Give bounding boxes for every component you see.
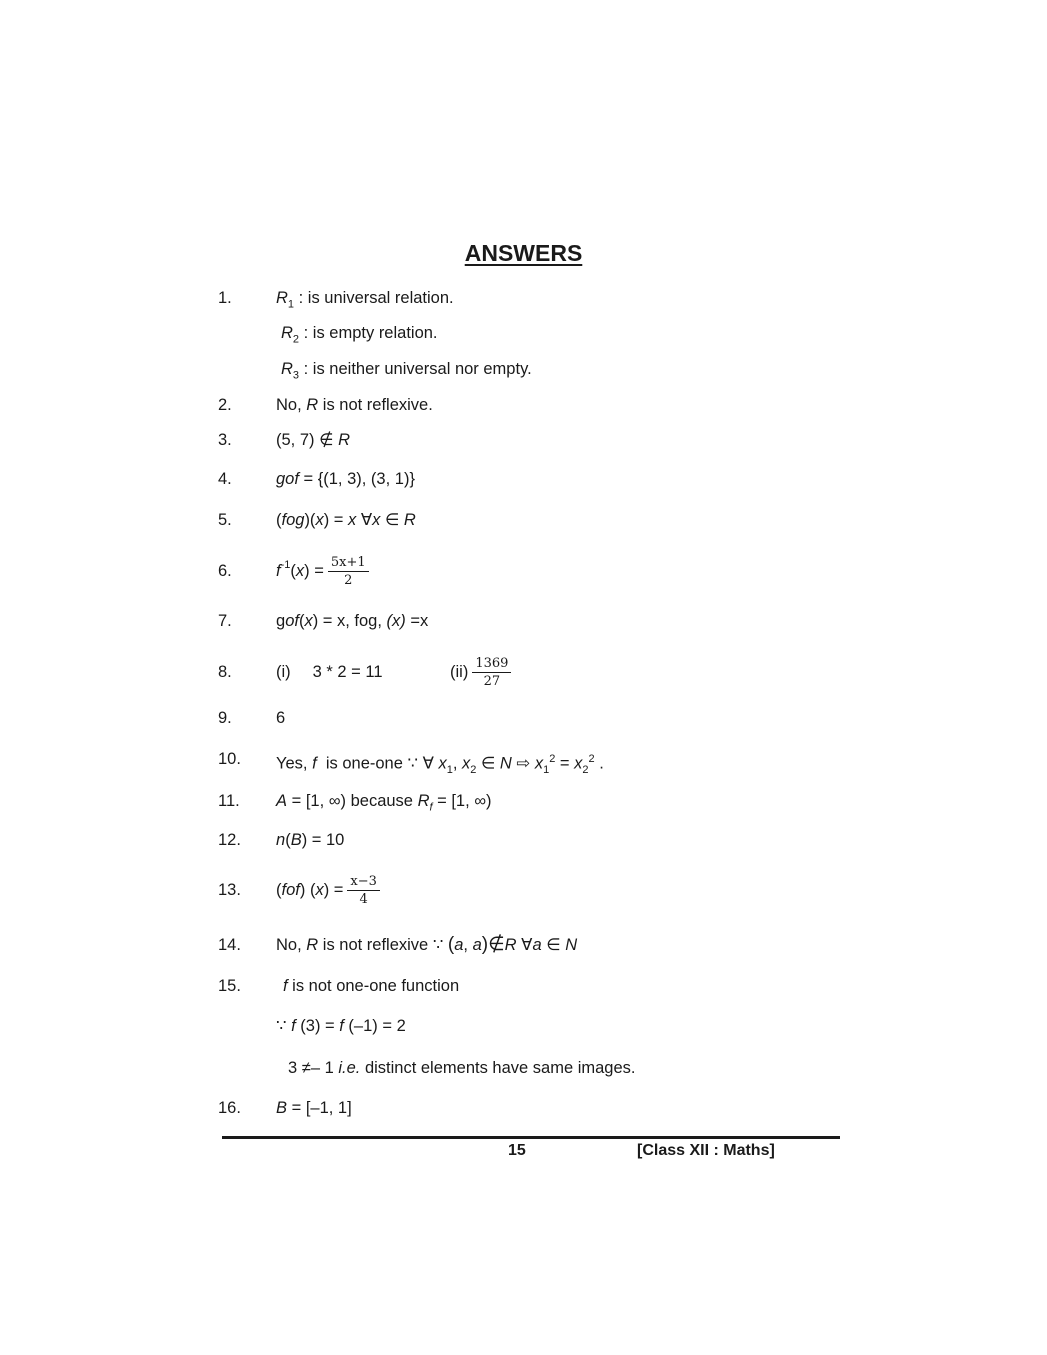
answer-1-line-2: $R_2$ : is empty relation. [281,324,438,346]
answer-16: B = [–1, 1] [276,1099,352,1117]
answer-9: 6 [276,709,286,727]
answer-1-line-3: $R_3$ : is neither universal nor empty. [281,360,532,382]
answer-5: (fog)(x) = x ∀x ∈ R [276,511,416,529]
footer-rule [222,1136,840,1139]
answer-number-6: 6. [218,562,232,580]
fraction-13: $\frac{x-3}{4}$ [347,873,380,908]
answer-11: A = [1, ∞) because $R_f = [1$, ∞) [276,792,492,814]
answer-8-part-ii: (ii) $\frac{1369}{27}$ [450,649,511,695]
answer-4: gof = {(1, 3), (3, 1)} [276,470,415,488]
answer-number-15: 15. [218,977,241,995]
answer-number-1: 1. [218,289,232,307]
fraction-6: $\frac{5x+1}{2}$ [328,554,369,589]
answer-1-line-1: $R_1$ : is universal relation. [276,289,454,311]
fraction-8: $\frac{1369}{27}$ [472,655,511,690]
answer-number-16: 16. [218,1099,241,1117]
page-number: 15 [508,1142,526,1159]
answer-7: gof(x) = x, fog, (x) =x [276,612,429,630]
answer-number-8: 8. [218,663,232,681]
answer-3: (5, 7) ∉ R [276,431,350,449]
footer-label: [Class XII : Maths] [637,1142,775,1159]
answer-8-part-i: (i) 3 * 2 = 11 [276,663,383,681]
answer-number-4: 4. [218,470,232,488]
page-title: ANSWERS [464,240,583,266]
answer-number-12: 12. [218,831,241,849]
answer-number-7: 7. [218,612,232,630]
answer-15-line-1: f is not one-one function [283,977,460,995]
answer-number-14: 14. [218,936,241,954]
answer-13: ( fof ) ( x ) = $\frac{x-3}{4}$ [276,867,380,913]
answer-number-5: 5. [218,511,232,529]
answer-12: n(B) = 10 [276,831,345,849]
answer-number-3: 3. [218,431,232,449]
answer-6: f $^{-1}$ ( x ) = $\frac{5x+1}{2}$ [276,548,369,594]
answer-number-11: 11. [218,792,240,810]
answer-number-13: 13. [218,881,241,899]
answer-14: No, R is not reflexive ∵ (a, a)∉R ∀a ∈ N [276,934,578,955]
answer-number-9: 9. [218,709,232,727]
answer-10: Yes, f is one-one ∵ ∀ $x_1$, $x_2$ ∈ N ⇨ $x_1^2 = x_2^2$ . [276,753,604,776]
answer-number-2: 2. [218,396,232,414]
answer-number-10: 10. [218,750,241,768]
answer-15-line-3: 3 ≠– 1 i.e. distinct elements have same images. [288,1059,636,1077]
answer-2: No, R is not reflexive. [276,396,433,414]
answer-15-line-2: ∵ f (3) = f (–1) = 2 [276,1017,406,1035]
